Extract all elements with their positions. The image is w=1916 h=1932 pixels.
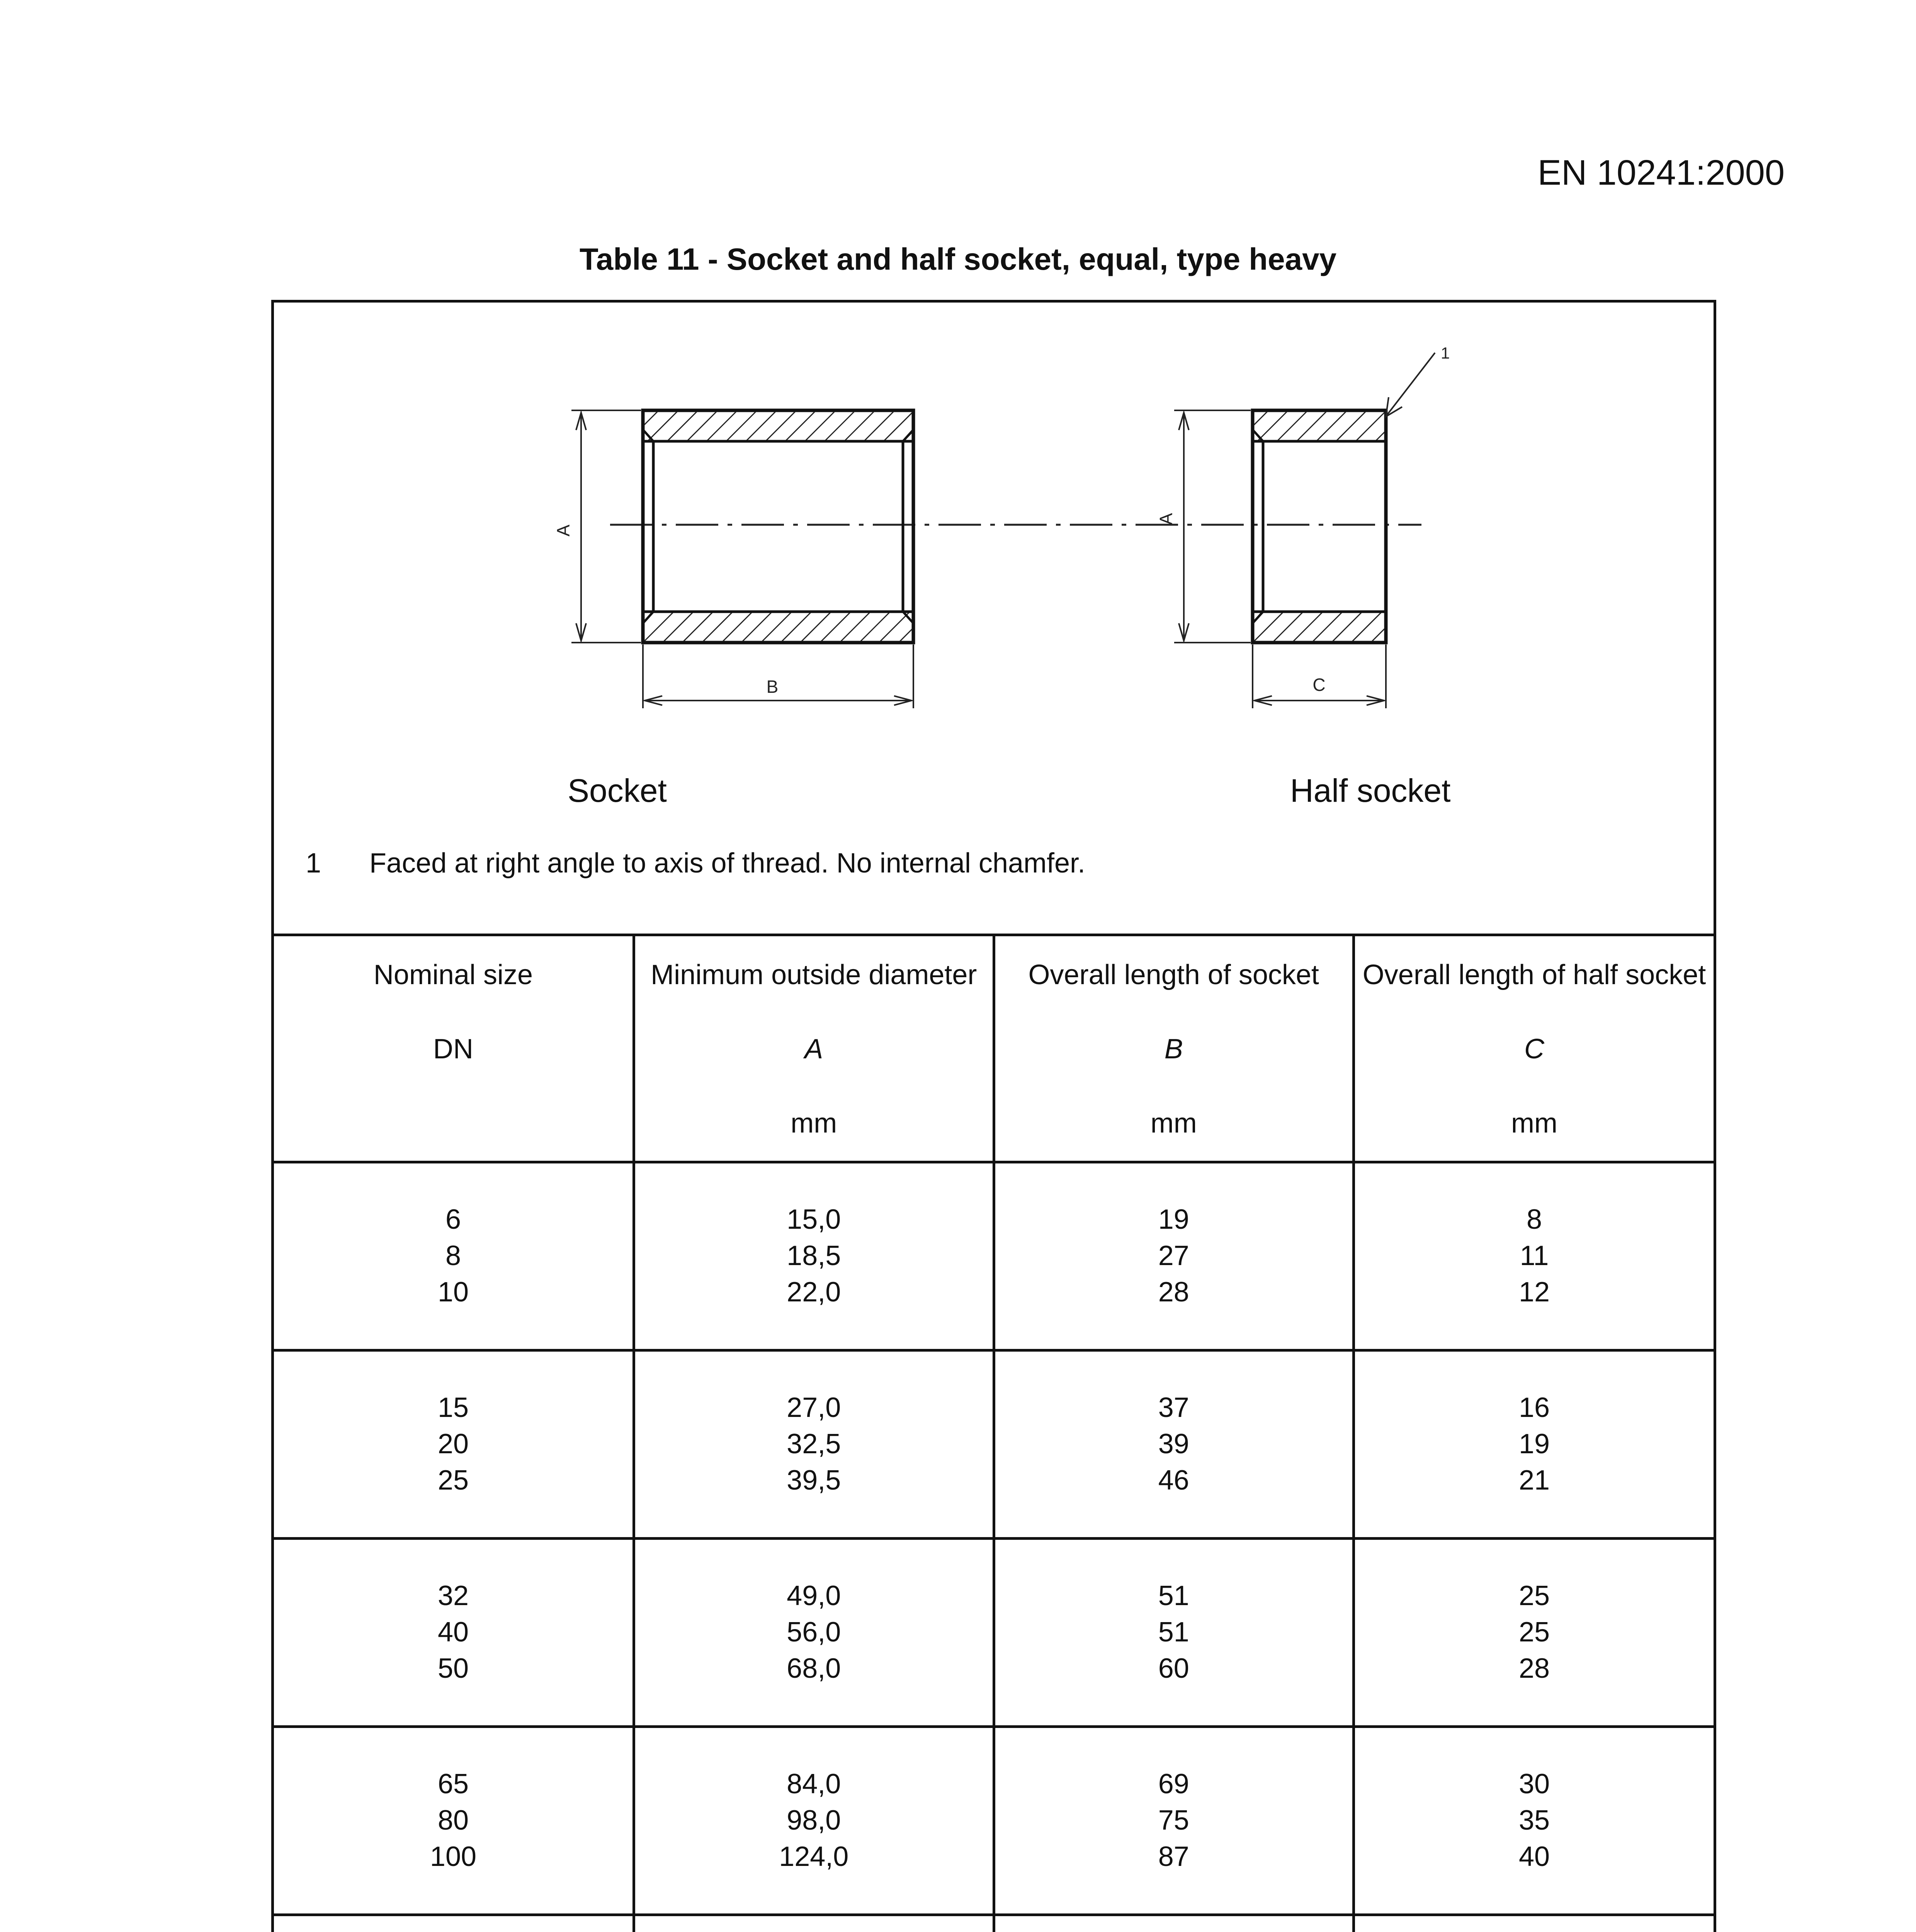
socket-hatch-top	[643, 410, 913, 441]
column-symbol: B	[1164, 1034, 1183, 1065]
value: 69	[1158, 1769, 1189, 1799]
column-name: Overall length of half socket	[1362, 959, 1706, 990]
cell-dn	[274, 1915, 634, 1932]
cell-c	[1354, 1915, 1714, 1932]
dimensions-table	[274, 934, 1714, 1932]
value: 16	[1518, 1392, 1550, 1423]
key-number: 1	[306, 848, 321, 879]
table-row	[274, 1350, 1714, 1539]
socket-body	[643, 410, 913, 643]
value: 27	[1158, 1240, 1189, 1271]
value: 28	[1158, 1277, 1189, 1308]
value: 27,0	[787, 1392, 841, 1423]
socket-dim-a-label: A	[553, 524, 573, 537]
value: 50	[437, 1653, 469, 1684]
figure-key	[306, 847, 1085, 879]
table-row	[274, 1539, 1714, 1727]
value: 22,0	[787, 1277, 841, 1308]
cell-dn	[274, 1162, 634, 1350]
value: 37	[1158, 1392, 1189, 1423]
cell-c	[1354, 1727, 1714, 1915]
column-unit: mm	[1511, 1108, 1557, 1139]
value: 49,0	[787, 1580, 841, 1611]
value: 6	[445, 1204, 461, 1235]
cell-dn	[274, 1539, 634, 1727]
value: 124,0	[779, 1841, 849, 1872]
cell-dn	[274, 1727, 634, 1915]
standard-number: EN 10241:2000	[1537, 153, 1785, 192]
cell-c	[1354, 1539, 1714, 1727]
value: 51	[1158, 1617, 1189, 1648]
header-half-socket-length	[1354, 934, 1714, 1162]
cell-c	[1354, 1350, 1714, 1539]
half-socket-dimension-a	[1156, 410, 1251, 643]
value: 15,0	[787, 1204, 841, 1235]
figure-area	[274, 303, 1714, 936]
cell-a	[634, 1162, 994, 1350]
column-unit	[274, 1105, 632, 1144]
cell-a	[634, 1915, 994, 1932]
value: 68,0	[787, 1653, 841, 1684]
table-row	[274, 1162, 1714, 1350]
cell-a	[634, 1727, 994, 1915]
value: 11	[1520, 1240, 1549, 1271]
value: 84,0	[787, 1769, 841, 1799]
value: 40	[437, 1617, 469, 1648]
value: 60	[1158, 1653, 1189, 1684]
value: 40	[1518, 1841, 1550, 1872]
value: 30	[1518, 1769, 1550, 1799]
half-socket-caption: Half socket	[1290, 772, 1451, 809]
socket-caption: Socket	[568, 772, 667, 809]
value: 21	[1518, 1465, 1550, 1496]
value: 28	[1518, 1653, 1550, 1684]
socket-drawing	[274, 303, 1714, 932]
socket-dimension-a	[553, 410, 641, 643]
column-symbol: DN	[433, 1034, 473, 1065]
table-row	[274, 1915, 1714, 1932]
column-unit: mm	[1150, 1108, 1197, 1139]
cell-b	[994, 1915, 1354, 1932]
value: 19	[1158, 1204, 1189, 1235]
value: 25	[1518, 1617, 1550, 1648]
column-symbol: C	[1524, 1034, 1544, 1065]
header-socket-length	[994, 934, 1354, 1162]
column-name: Nominal size	[373, 959, 533, 990]
value: 51	[1158, 1580, 1189, 1611]
header-outside-diameter	[634, 934, 994, 1162]
cell-a	[634, 1350, 994, 1539]
value: 46	[1158, 1465, 1189, 1496]
cell-b	[994, 1350, 1354, 1539]
value: 19	[1518, 1429, 1550, 1459]
value: 32	[437, 1580, 469, 1611]
callout-1-label: 1	[1441, 344, 1450, 362]
value: 10	[437, 1277, 469, 1308]
column-name: Minimum outside diameter	[651, 959, 977, 990]
table-row	[274, 1727, 1714, 1915]
half-socket-dim-a-label: A	[1156, 513, 1176, 525]
value: 39,5	[787, 1465, 841, 1496]
column-name: Overall length of socket	[1028, 959, 1319, 990]
header-row	[274, 934, 1714, 1162]
key-text: Faced at right angle to axis of thread. No internal chamfer.	[369, 848, 1086, 879]
cell-c	[1354, 1162, 1714, 1350]
half-socket-body	[1253, 410, 1386, 643]
half-socket-dimension-c	[1253, 645, 1386, 708]
socket-hatch-bottom	[643, 612, 913, 643]
value: 100	[430, 1841, 477, 1872]
callout-1	[1386, 344, 1450, 417]
value: 12	[1518, 1277, 1550, 1308]
value: 8	[1526, 1204, 1542, 1235]
value: 35	[1518, 1805, 1550, 1836]
value: 65	[437, 1769, 469, 1799]
value: 98,0	[787, 1805, 841, 1836]
header-nominal-size	[274, 934, 634, 1162]
value: 25	[437, 1465, 469, 1496]
cell-b	[994, 1162, 1354, 1350]
value: 8	[445, 1240, 461, 1271]
column-symbol: A	[804, 1034, 823, 1065]
value: 32,5	[787, 1429, 841, 1459]
value: 56,0	[787, 1617, 841, 1648]
cell-dn	[274, 1350, 634, 1539]
socket-dim-b-label: B	[766, 677, 779, 697]
value: 15	[437, 1392, 469, 1423]
value: 75	[1158, 1805, 1189, 1836]
half-socket-hatch-bottom	[1253, 612, 1386, 643]
cell-a	[634, 1539, 994, 1727]
column-unit: mm	[791, 1108, 837, 1139]
socket-dimension-b	[643, 645, 913, 708]
value: 87	[1158, 1841, 1189, 1872]
table-title: Table 11 - Socket and half socket, equal, type heavy	[579, 242, 1337, 276]
cell-b	[994, 1727, 1354, 1915]
value: 25	[1518, 1580, 1550, 1611]
value: 39	[1158, 1429, 1189, 1459]
half-socket-dim-c-label: C	[1312, 675, 1326, 695]
table-frame	[271, 300, 1716, 1932]
value: 20	[437, 1429, 469, 1459]
cell-b	[994, 1539, 1354, 1727]
value: 18,5	[787, 1240, 841, 1271]
half-socket-hatch-top	[1253, 410, 1386, 441]
value: 80	[437, 1805, 469, 1836]
